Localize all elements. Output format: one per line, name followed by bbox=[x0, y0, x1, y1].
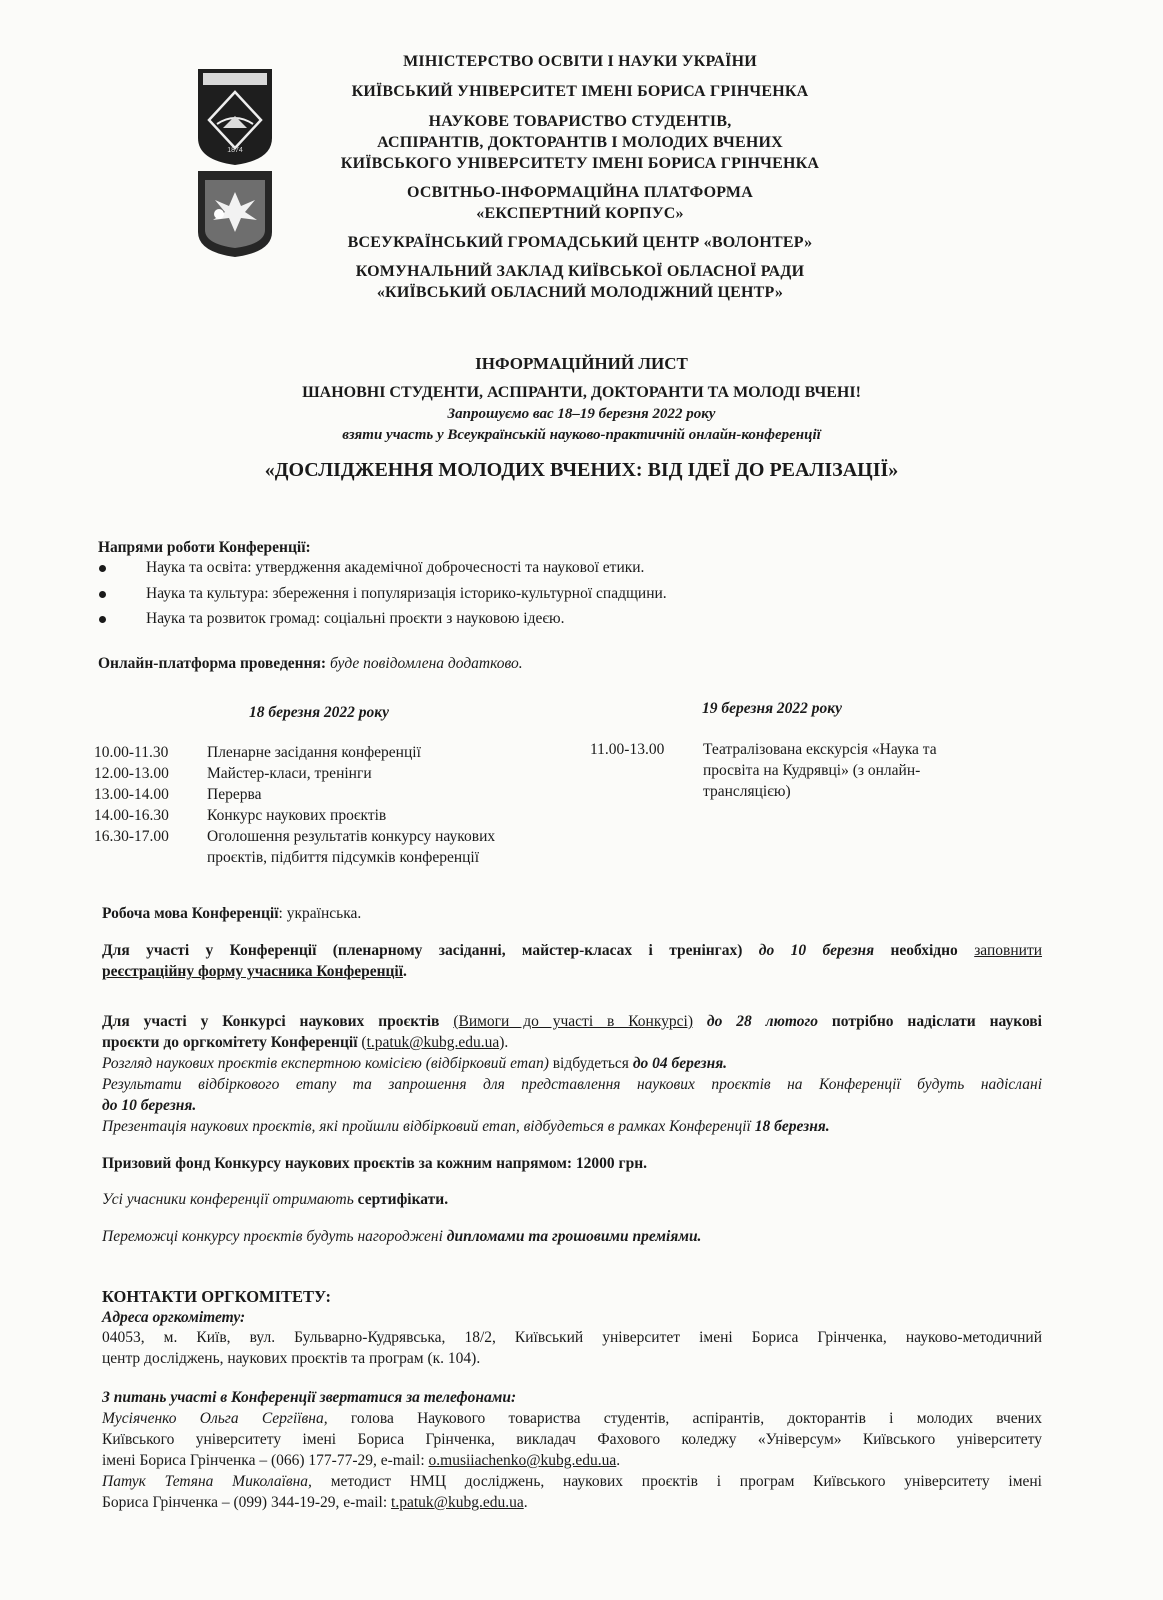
contact-1-line-3: імені Бориса Грінченка – (066) 177-77-29, e-mail: o.musiiachenko@kubg.edu.ua. bbox=[102, 1452, 621, 1469]
registration-line-2: реєстраційну форму учасника Конференції. bbox=[102, 963, 407, 980]
communal-line-2: «КИЇВСЬКИЙ ОБЛАСНИЙ МОЛОДІЖНИЙ ЦЕНТР» bbox=[376, 284, 784, 301]
contact-1-line-2: Київського університету імені Бориса Грінченка, викладач Фахового коледжу «Універсум» Київського університету bbox=[102, 1431, 1042, 1448]
schedule-time: 11.00-13.00 bbox=[590, 741, 665, 758]
schedule-time: 16.30-17.00 bbox=[94, 828, 169, 845]
contest-line-5: до 10 березня. bbox=[102, 1097, 197, 1114]
society-line-3: КИЇВСЬКОГО УНІВЕРСИТЕТУ ІМЕНІ БОРИСА ГРІНЧЕНКА bbox=[340, 155, 820, 172]
address-label: Адреса оргкомітету: bbox=[102, 1309, 246, 1326]
contacts-heading: КОНТАКТИ ОРГКОМІТЕТУ: bbox=[102, 1287, 332, 1306]
registration-form-link[interactable]: заповнити bbox=[974, 942, 1043, 959]
contest-line-6: Презентація наукових проєктів, які пройшли відбірковий етап, відбудеться в рамках Конференції 18 березня. bbox=[102, 1118, 830, 1135]
contact-2-line-1: Патук Тетяна Миколаївна, методист НМЦ досліджень, наукових проєктів і програм Київського університету імені bbox=[102, 1473, 1042, 1490]
contact-1-email[interactable]: o.musiiachenko@kubg.edu.ua bbox=[428, 1452, 617, 1469]
online-value: буде повідомлена додатково. bbox=[329, 655, 523, 672]
crest-year: 1874 bbox=[227, 147, 243, 154]
prize-fund: Призовий фонд Конкурсу наукових проєктів за кожним напрямом: 12000 грн. bbox=[102, 1155, 648, 1172]
platform-line-1: ОСВІТНЬО-ІНФОРМАЦІЙНА ПЛАТФОРМА bbox=[406, 184, 753, 201]
contact-1-line-1: Мусіяченко Ольга Сергіївна, голова Наукового товариства студентів, аспірантів, докторантів і молодих вчених bbox=[102, 1410, 1043, 1427]
direction-item: Наука та культура: збереження і популяризація історико-культурної спадщини. bbox=[146, 585, 667, 602]
contest-line-1: Для участі у Конкурсі наукових проєктів (Вимоги до участі в Конкурсі) до 28 лютого потрібно надіслати наукові bbox=[102, 1013, 1042, 1030]
schedule-event: трансляцією) bbox=[703, 783, 791, 800]
bullet-icon bbox=[99, 591, 106, 598]
volunteer-center: ВСЕУКРАЇНСЬКИЙ ГРОМАДСЬКИЙ ЦЕНТР «ВОЛОНТЕР» bbox=[347, 234, 813, 251]
contact-2-name: Патук Тетяна Миколаївна, bbox=[102, 1473, 312, 1490]
winners-awards: Переможці конкурсу проєктів будуть нагороджені дипломами та грошовими преміями. bbox=[102, 1228, 702, 1245]
schedule-event-cont: проєктів, підбиття підсумків конференції bbox=[207, 849, 480, 866]
contact-2-email[interactable]: t.patuk@kubg.edu.ua bbox=[391, 1494, 524, 1511]
schedule-event: Майстер-класи, тренінги bbox=[207, 765, 372, 782]
contact-1-name: Мусіяченко Ольга Сергіївна, bbox=[102, 1410, 328, 1427]
university-name: КИЇВСЬКИЙ УНІВЕРСИТЕТ ІМЕНІ БОРИСА ГРІНЧЕНКА bbox=[351, 83, 809, 100]
address-line-1: 04053, м. Київ, вул. Бульварно-Кудрявська, 18/2, Київський університет імені Бориса Грінченка, науково-методичний bbox=[102, 1329, 1042, 1346]
direction-item: Наука та освіта: утвердження академічної доброчесності та наукової етики. bbox=[146, 559, 645, 576]
contest-email-link[interactable]: t.patuk@kubg.edu.ua bbox=[366, 1034, 500, 1051]
contest-requirements-link[interactable]: (Вимоги до участі в Конкурсі) bbox=[453, 1013, 693, 1030]
day-1-date: 18 березня 2022 року bbox=[249, 704, 390, 721]
platform-line-2: «ЕКСПЕРТНИЙ КОРПУС» bbox=[476, 205, 684, 222]
direction-item: Наука та розвиток громад: соціальні проєкти з науковою ідеєю. bbox=[146, 610, 565, 627]
university-crest bbox=[197, 68, 273, 166]
address-line-2: центр досліджень, наукових проєктів та програм (к. 104). bbox=[102, 1350, 481, 1367]
communal-line-1: КОМУНАЛЬНИЙ ЗАКЛАД КИЇВСЬКОЇ ОБЛАСНОЇ РАДИ bbox=[355, 263, 805, 280]
online-label: Онлайн-платформа проведення: bbox=[98, 655, 327, 672]
invite-line-1: Запрошуємо вас 18–19 березня 2022 року bbox=[447, 406, 716, 422]
invite-line-2: взяти участь у Всеукраїнській науково-практичній онлайн-конференції bbox=[342, 427, 821, 443]
schedule-event: просвіта на Кудрявці» (з онлайн- bbox=[703, 762, 921, 779]
contact-2-line-2: Бориса Грінченка – (099) 344-19-29, e-mail: t.patuk@kubg.edu.ua. bbox=[102, 1494, 528, 1511]
contest-line-3: Розгляд наукових проєктів експертною комісією (відбірковий етап) відбудеться до 04 березня. bbox=[102, 1055, 728, 1072]
directions-heading: Напрями роботи Конференції: bbox=[98, 539, 311, 556]
bullet-icon bbox=[99, 565, 106, 572]
schedule-time: 12.00-13.00 bbox=[94, 765, 169, 782]
schedule-event: Оголошення результатів конкурсу наукових bbox=[207, 828, 496, 845]
ministry-name: МІНІСТЕРСТВО ОСВІТИ І НАУКИ УКРАЇНИ bbox=[403, 53, 757, 70]
registration-line-1: Для участі у Конференції (пленарному засіданні, майстер-класах і тренінгах) до 10 березня необхідно заповнити bbox=[102, 942, 1043, 959]
contest-line-4: Результати відбіркового етапу та запрошення для представлення наукових проєктів на Конференції будуть надіслані bbox=[102, 1076, 1042, 1093]
day-2-date: 19 березня 2022 року bbox=[702, 700, 843, 717]
schedule-event: Пленарне засідання конференції bbox=[207, 744, 421, 761]
schedule-event: Конкурс наукових проєктів bbox=[207, 807, 387, 824]
society-line-1: НАУКОВЕ ТОВАРИСТВО СТУДЕНТІВ, bbox=[428, 113, 732, 130]
bullet-icon bbox=[99, 616, 106, 623]
language-value: : українська. bbox=[278, 905, 362, 922]
society-line-2: АСПІРАНТІВ, ДОКТОРАНТІВ І МОЛОДИХ ВЧЕНИХ bbox=[377, 134, 783, 151]
phones-label: З питань участі в Конференції звертатися за телефонами: bbox=[102, 1389, 517, 1406]
working-language bbox=[102, 903, 361, 924]
society-crest bbox=[197, 170, 273, 258]
greeting: ШАНОВНІ СТУДЕНТИ, АСПІРАНТИ, ДОКТОРАНТИ ТА МОЛОДІ ВЧЕНІ! bbox=[302, 384, 861, 401]
schedule-time: 10.00-11.30 bbox=[94, 744, 169, 761]
contest-line-2: проєкти до оргкомітету Конференції (t.patuk@kubg.edu.ua). bbox=[102, 1034, 509, 1051]
registration-form-link[interactable]: реєстраційну форму учасника Конференції bbox=[102, 963, 404, 980]
schedule-time: 13.00-14.00 bbox=[94, 786, 169, 803]
schedule-event: Перерва bbox=[207, 786, 262, 803]
online-platform bbox=[98, 653, 523, 674]
schedule-time: 14.00-16.30 bbox=[94, 807, 169, 824]
language-label: Робоча мова Конференції bbox=[102, 905, 279, 922]
conference-title: «ДОСЛІДЖЕННЯ МОЛОДИХ ВЧЕНИХ: ВІД ІДЕЇ ДО РЕАЛІЗАЦІЇ» bbox=[264, 459, 899, 481]
certificates: Усі учасники конференції отримають сертифікати. bbox=[102, 1191, 449, 1208]
letter-title: ІНФОРМАЦІЙНИЙ ЛИСТ bbox=[475, 354, 688, 373]
schedule-event: Театралізована екскурсія «Наука та bbox=[703, 741, 937, 758]
